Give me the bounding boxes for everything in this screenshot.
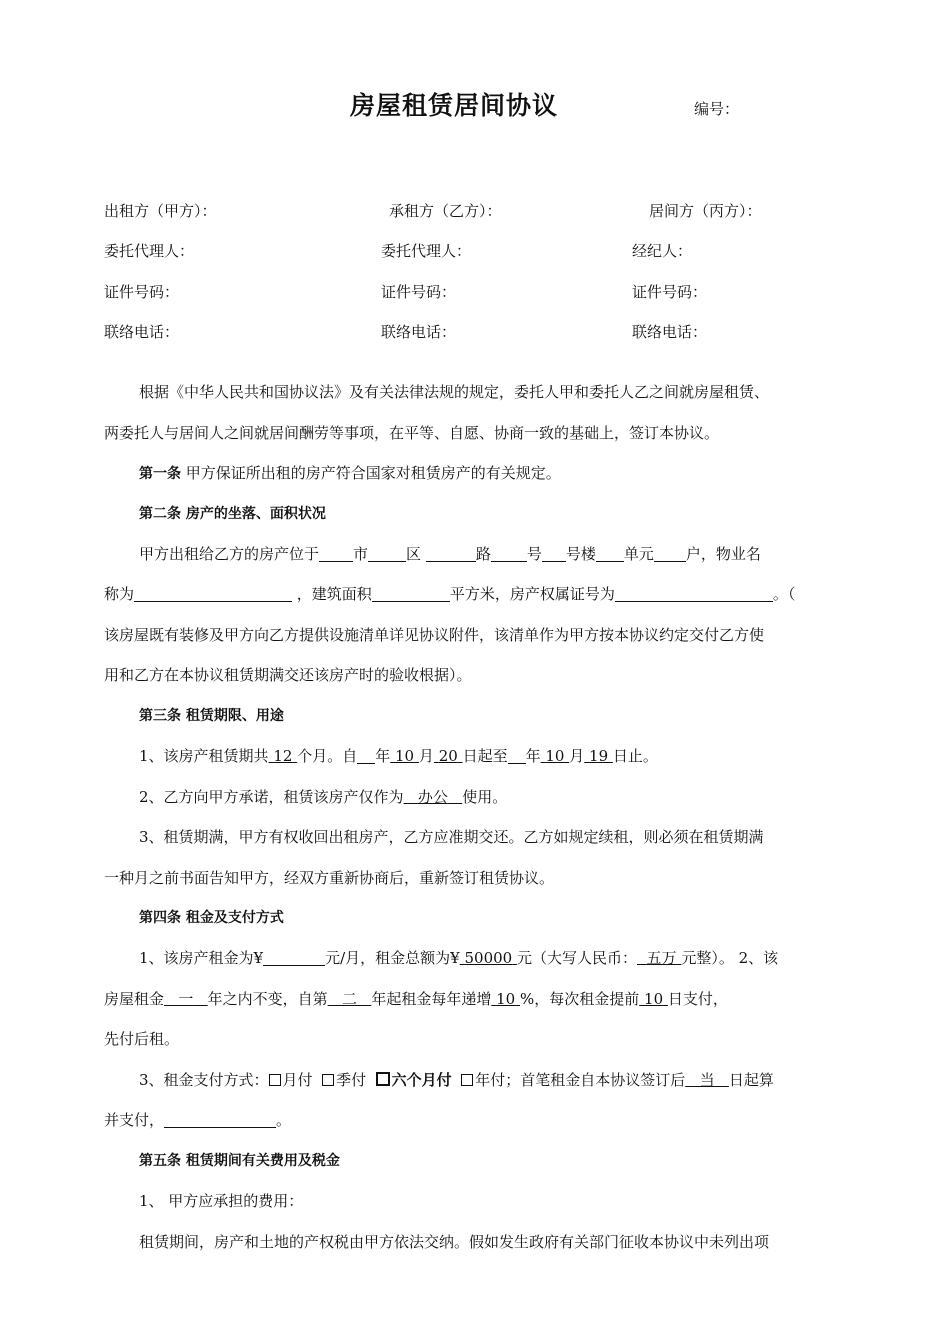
article-4-line-1 <box>139 946 881 970</box>
text-segment: 1、该房产租赁期共 <box>139 747 269 765</box>
text-segment: 。 <box>276 1111 292 1129</box>
lease-months-value <box>269 747 298 765</box>
text-segment: 平方米，房产权属证号为 <box>449 585 615 603</box>
use-purpose <box>404 788 463 806</box>
party-row-phone <box>0 321 950 345</box>
deed-number-blank[interactable] <box>615 585 773 602</box>
start-month-value: 10 <box>395 747 415 765</box>
start-year-blank[interactable] <box>357 747 375 764</box>
text-segment: %，每次租金提前 <box>519 990 640 1008</box>
text-segment: 年付；首笔租金自本协议签订后 <box>475 1071 686 1089</box>
unit-blank[interactable] <box>596 545 624 562</box>
broker-phone-label: 联络电话： <box>632 323 708 341</box>
text-segment: 市 <box>353 545 369 563</box>
room-blank[interactable] <box>654 545 686 562</box>
broker-id-label: 证件号码： <box>632 283 708 301</box>
end-day-value: 19 <box>589 747 609 765</box>
text-segment: 单元 <box>623 545 654 563</box>
fixed-years <box>164 990 208 1008</box>
payment-advance-days-value: 10 <box>644 990 664 1008</box>
article-2-line-4: 用和乙方在本协议租赁期满交还该房产时的验收根据）。 <box>104 666 472 684</box>
property-name-blank[interactable] <box>134 585 292 602</box>
text-segment: 年之内不变，自第 <box>207 990 328 1008</box>
document-title: 房屋租赁居间协议 <box>350 91 559 120</box>
total-rent-capital-value: 五万 <box>646 949 677 967</box>
article-2-line-3: 该房屋既有装修及甲方向乙方提供设施清单详见协议附件，该清单作为甲方按本协议约定交付乙方使 <box>104 626 765 644</box>
text-segment: 称为 <box>104 585 135 603</box>
start-day-value: 20 <box>438 747 458 765</box>
article-5-item-1: 1、 甲方应承担的费用： <box>139 1192 304 1210</box>
article-4-heading: 第四条 租金及支付方式 <box>139 910 284 926</box>
total-rent-value: 50000 <box>464 949 513 967</box>
text-segment: 房屋租金 <box>104 990 165 1008</box>
fixed-years-value: 一 <box>178 990 194 1008</box>
article-3-item-3-line-1: 3、租赁期满，甲方有权收回出租房产，乙方应准期交还。乙方如规定续租，则必须在租赁期满 <box>139 828 764 846</box>
monthly-option-label: 月付 <box>282 1071 313 1089</box>
district-blank[interactable] <box>368 545 406 562</box>
text-segment: 2、乙方向甲方承诺，租赁该房产仅作为 <box>139 788 404 806</box>
article-4-item-3 <box>139 1068 881 1092</box>
lessor-agent-label: 委托代理人： <box>104 242 195 260</box>
city-blank[interactable] <box>319 545 353 562</box>
text-segment: 使用。 <box>462 788 508 806</box>
lessor-phone-label: 联络电话： <box>104 323 180 341</box>
article-3-item-3-line-2: 一种月之前书面告知甲方，经双方重新协商后，重新签订租赁协议。 <box>104 869 555 887</box>
article-3-item-1 <box>139 744 881 768</box>
article-3-item-2 <box>139 785 881 809</box>
text-segment: 个月。自 <box>297 747 358 765</box>
total-rent-capital <box>637 949 681 967</box>
lessee-id-label: 证件号码： <box>381 283 457 301</box>
text-segment: 号 <box>526 545 542 563</box>
preamble-line-2: 两委托人与居间人之间就居间酬劳等事项，在平等、自愿、协商一致的基础上，签订本协议。 <box>104 424 720 442</box>
article-2-line-1 <box>139 542 881 566</box>
article-4-line-3: 先付后租。 <box>104 1030 180 1048</box>
party-row-names <box>0 200 950 224</box>
text-segment: 区 <box>406 545 422 563</box>
lease-months: 12 <box>273 747 293 765</box>
end-month <box>541 747 570 765</box>
number-blank[interactable] <box>491 545 527 562</box>
semiannual-checkbox[interactable] <box>376 1072 390 1086</box>
text-segment: 。（ <box>772 585 796 603</box>
preamble-line-1: 根据《中华人民共和国协议法》及有关法律法规的规定，委托人甲和委托人乙之间就房屋租赁、 <box>139 383 770 401</box>
text-segment: 月 <box>418 747 434 765</box>
increase-from-year <box>328 990 372 1008</box>
total-rent <box>460 949 517 967</box>
text-segment: 元（大写人民币： <box>516 949 637 967</box>
start-day <box>434 747 463 765</box>
text-segment: 户，物业名 <box>685 545 761 563</box>
article-4-line-2 <box>104 987 846 1011</box>
increase-rate-value: 10 <box>496 990 516 1008</box>
intermediary-label: 居间方（丙方）： <box>649 202 762 220</box>
area-blank[interactable] <box>372 585 450 602</box>
annual-checkbox[interactable] <box>461 1074 473 1086</box>
party-row-agents <box>0 240 950 264</box>
text-segment: 年 <box>525 747 541 765</box>
text-segment: 3、租金支付方式： <box>139 1071 269 1089</box>
text-segment: 日止。 <box>612 747 658 765</box>
text-segment: 日起算 <box>728 1071 774 1089</box>
article-1-heading: 第一条 <box>139 466 181 482</box>
payment-advance-days <box>639 990 668 1008</box>
lessor-label: 出租方（甲方）： <box>104 202 217 220</box>
text-segment: 年 <box>375 747 391 765</box>
use-purpose-value: 办公 <box>417 788 448 806</box>
lessor-id-label: 证件号码： <box>104 283 180 301</box>
text-segment: 日支付， <box>667 990 728 1008</box>
text-segment: 并支付， <box>104 1111 165 1129</box>
article-5-paragraph: 租赁期间，房产和土地的产权税由甲方依法交纳。假如发生政府有关部门征收本协议中未列出项 <box>139 1233 770 1251</box>
first-payment-day <box>685 1071 729 1089</box>
text-segment: 元/月，租金总额为¥ <box>325 949 460 967</box>
article-5-heading: 第五条 租赁期间有关费用及税金 <box>139 1153 340 1169</box>
document-number-label: 编号： <box>694 100 740 118</box>
party-row-id <box>0 281 950 305</box>
text-segment: 号楼 <box>565 545 596 563</box>
increase-from-year-value: 二 <box>341 990 357 1008</box>
monthly-rent-blank[interactable] <box>263 949 325 966</box>
first-payment-day-value: 当 <box>699 1071 715 1089</box>
increase-rate <box>491 990 520 1008</box>
article-4-item-3-line-2 <box>104 1108 846 1132</box>
payment-method-blank[interactable] <box>164 1111 276 1128</box>
road-blank[interactable] <box>426 545 476 562</box>
text-segment: 日起至 <box>462 747 508 765</box>
article-2-line-2 <box>104 582 846 606</box>
semiannual-option-label: 六个月付 <box>391 1071 452 1089</box>
monthly-checkbox[interactable] <box>269 1074 281 1086</box>
text-segment: 月 <box>569 747 585 765</box>
text-segment: 甲方出租给乙方的房产位于 <box>139 545 320 563</box>
start-month <box>390 747 419 765</box>
lessee-agent-label: 委托代理人： <box>381 242 472 260</box>
broker-label: 经纪人： <box>632 242 693 260</box>
text-segment: 1、该房产租金为¥ <box>139 949 264 967</box>
end-month-value: 10 <box>545 747 565 765</box>
article-2-heading: 第二条 房产的坐落、面积状况 <box>139 506 326 522</box>
quarterly-option-label: 季付 <box>336 1071 367 1089</box>
quarterly-checkbox[interactable] <box>322 1074 334 1086</box>
text-segment: 元整）。 2、该 <box>681 949 779 967</box>
article-1-text: 甲方保证所出租的房产符合国家对租赁房产的有关规定。 <box>185 464 561 482</box>
text-segment: 年起租金每年递增 <box>371 990 492 1008</box>
building-blank[interactable] <box>542 545 566 562</box>
end-day <box>584 747 613 765</box>
article-1 <box>139 461 881 486</box>
end-year-blank[interactable] <box>508 747 526 764</box>
article-3-heading: 第三条 租赁期限、用途 <box>139 708 284 724</box>
lessee-label: 承租方（乙方）： <box>389 202 502 220</box>
lessee-phone-label: 联络电话： <box>381 323 457 341</box>
text-segment: 路 <box>475 545 491 563</box>
text-segment: ，建筑面积 <box>296 585 372 603</box>
